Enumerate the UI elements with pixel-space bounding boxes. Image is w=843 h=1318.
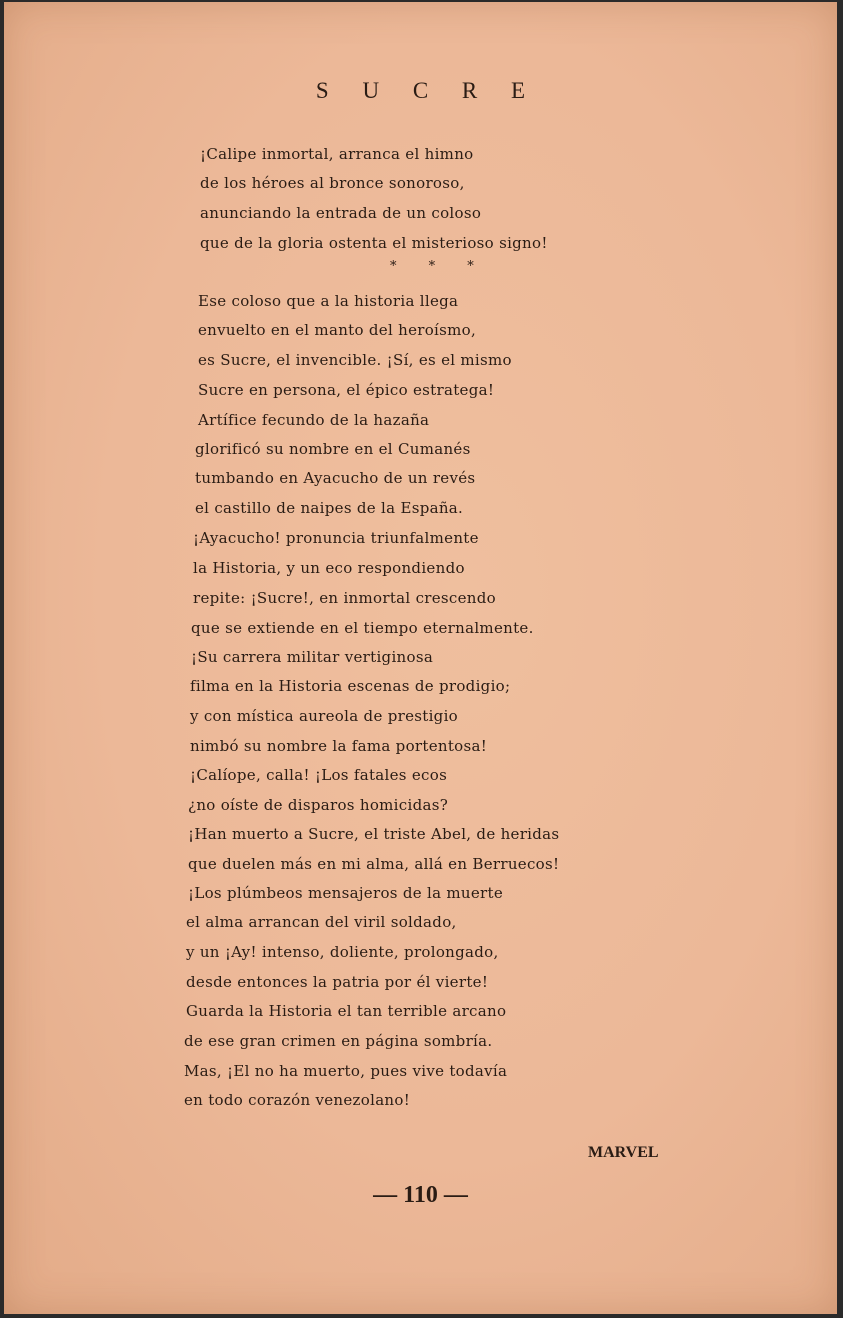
poem-line: que de la gloria ostenta el misterioso signo!	[200, 234, 548, 252]
poem-line: glorificó su nombre en el Cumanés	[195, 440, 471, 458]
poem-line: de ese gran crimen en página sombría.	[184, 1032, 493, 1050]
poem-line: Mas, ¡El no ha muerto, pues vive todavía	[184, 1062, 508, 1080]
poem-line: Artífice fecundo de la hazaña	[198, 411, 430, 429]
poem-line: filma en la Historia escenas de prodigio;	[190, 677, 511, 695]
poem-line: ¡Los plúmbeos mensajeros de la muerte	[188, 884, 504, 902]
poem-line: tumbando en Ayacucho de un revés	[195, 469, 476, 487]
poem-line: la Historia, y un eco respondiendo	[193, 559, 465, 577]
author-signature: MARVEL	[588, 1144, 659, 1161]
poem-line: el alma arrancan del viril soldado,	[186, 913, 457, 931]
poem-line: que se extiende en el tiempo eternalmente.	[191, 619, 534, 637]
poem-line: que duelen más en mi alma, allá en Berruecos!	[188, 855, 560, 873]
stanza-separator: * * *	[390, 259, 488, 274]
page-number: — 110 —	[373, 1182, 468, 1208]
poem-line: ¡Han muerto a Sucre, el triste Abel, de heridas	[188, 825, 560, 843]
book-page	[4, 2, 837, 1314]
poem-line: ¡Calíope, calla! ¡Los fatales ecos	[190, 766, 448, 784]
poem-title: S U C R E	[315, 78, 540, 103]
poem-line: y con mística aureola de prestigio	[190, 707, 458, 725]
poem-line: Ese coloso que a la historia llega	[198, 292, 459, 310]
poem-line: Guarda la Historia el tan terrible arcano	[186, 1002, 507, 1020]
poem-line: y un ¡Ay! intenso, doliente, prolongado,	[186, 943, 499, 961]
poem-line: envuelto en el manto del heroísmo,	[198, 321, 477, 339]
poem-line: el castillo de naipes de la España.	[195, 499, 464, 517]
poem-line: ¡Ayacucho! pronuncia triunfalmente	[193, 529, 479, 547]
poem-line: es Sucre, el invencible. ¡Sí, es el mismo	[198, 351, 512, 369]
poem-line: desde entonces la patria por él vierte!	[186, 973, 489, 991]
poem-line: repite: ¡Sucre!, en inmortal crescendo	[193, 589, 496, 607]
poem-line: nimbó su nombre la fama portentosa!	[190, 737, 488, 755]
poem-line: de los héroes al bronce sonoroso,	[200, 174, 465, 192]
poem-line: anunciando la entrada de un coloso	[200, 204, 482, 222]
poem-line: ¡Su carrera militar vertiginosa	[191, 648, 434, 666]
poem-line: Sucre en persona, el épico estratega!	[198, 381, 495, 399]
poem-line: en todo corazón venezolano!	[184, 1091, 411, 1109]
poem-line: ¿no oíste de disparos homicidas?	[188, 796, 449, 814]
poem-line: ¡Calipe inmortal, arranca el himno	[200, 145, 474, 163]
